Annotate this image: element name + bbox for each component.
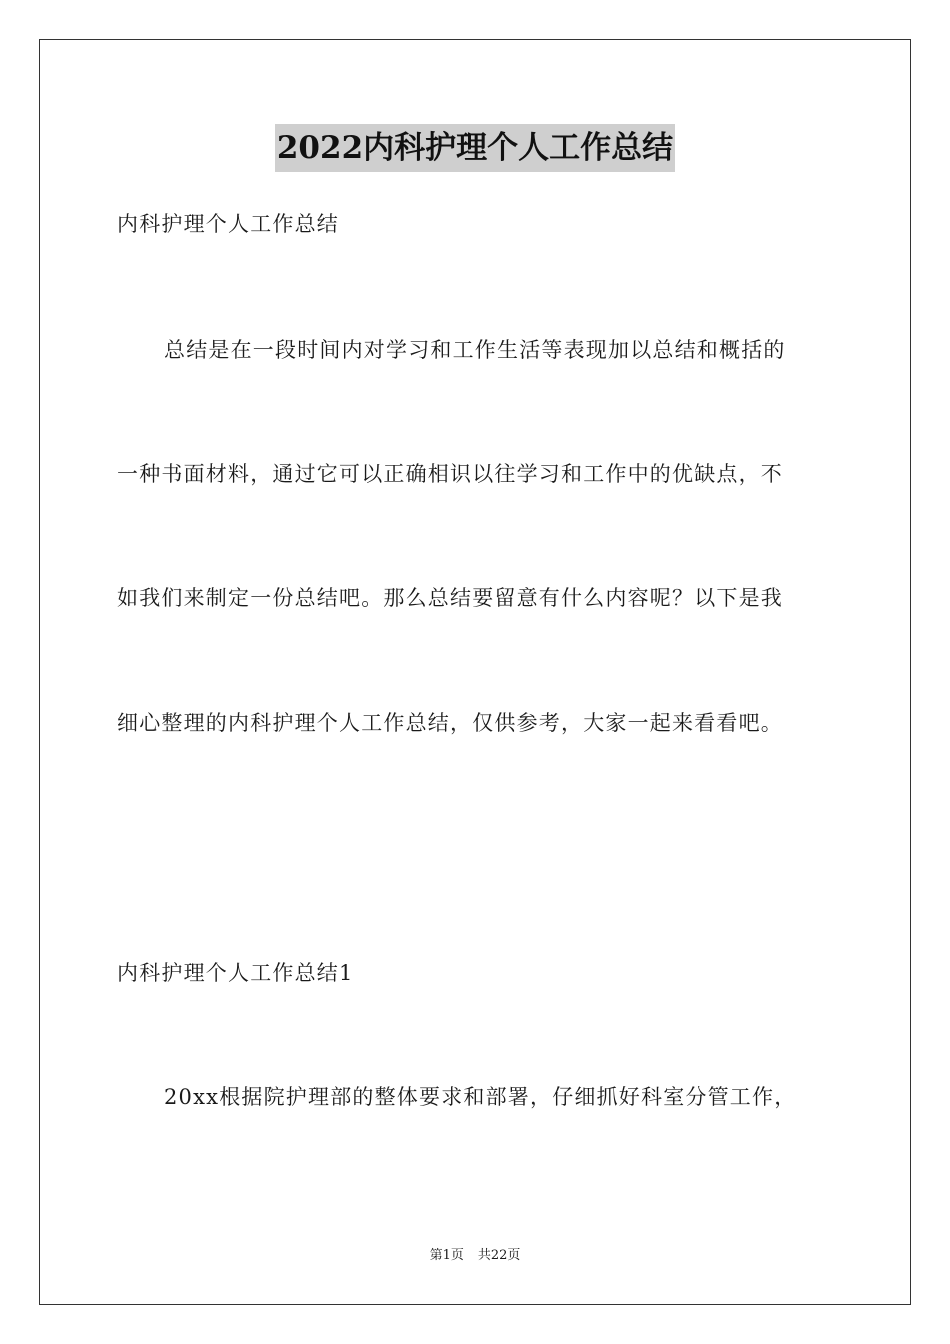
document-title: 2022内科护理个人工作总结	[275, 124, 675, 172]
page-footer	[0, 1247, 950, 1265]
title-container	[0, 124, 950, 172]
intro-line-3: 如我们来制定一份总结吧。那么总结要留意有什么内容呢？以下是我	[117, 586, 783, 610]
section-heading-1: 内科护理个人工作总结1	[117, 961, 354, 985]
section1-line-1: 20xx根据院护理部的整体要求和部署，仔细抓好科室分管工作，	[164, 1085, 797, 1109]
page-number-current: 第1页	[429, 1248, 464, 1263]
intro-line-1: 总结是在一段时间内对学习和工作生活等表现加以总结和概括的	[164, 338, 786, 362]
document-subtitle: 内科护理个人工作总结	[117, 212, 339, 236]
intro-line-4: 细心整理的内科护理个人工作总结，仅供参考，大家一起来看看吧。	[117, 711, 783, 735]
intro-line-2: 一种书面材料，通过它可以正确相识以往学习和工作中的优缺点，不	[117, 462, 783, 486]
page-number-total: 共22页	[477, 1248, 521, 1263]
